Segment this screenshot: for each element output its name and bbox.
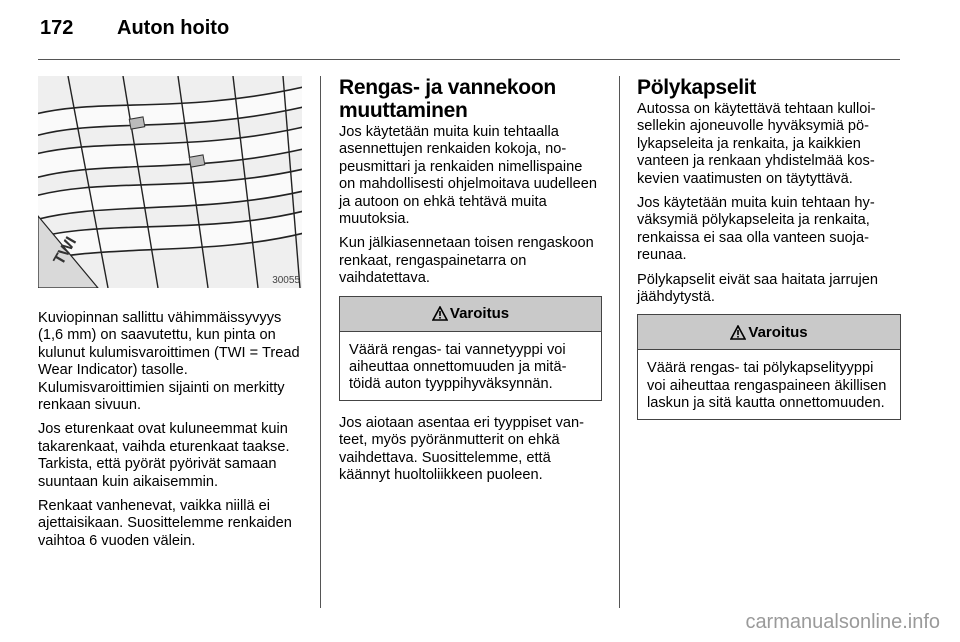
twi-label: TWI [50,234,81,268]
tire-tread-illustration [38,76,302,288]
section-title: Auton hoito [117,17,230,39]
paragraph: Pölykapselit eivät saa haitata jarrujen jäähdytystä. [637,271,878,306]
header-rule [38,59,900,60]
paragraph: Jos eturenkaat ovat kuluneemmat kuin takarenkaat, vaihda eturenkaat taakse. Tarkista, että pyörät pyörivät samaan suuntaan kuin aikaisemmin. [38,421,290,490]
paragraph: Kuviopinnan sallittu vähimmäissyvyys (1,6 mm) on saavutettu, kun pinta on kulunut kulumisvaroittimen (TWI = Tread Wear Indicator) tasolle. Kulumisvaroittimien sijainti on merkitty renkaan sivuun. [38,310,300,414]
figure-id: 30055 [272,275,300,286]
paragraph: Jos aiotaan asentaa eri tyyppiset vanteet, myös pyöränmutterit on ehkä vaihdettava. Suosittelemme, että käännyt huoltoliikkeen puoleen. [339,414,585,484]
warning-box [637,314,901,419]
warning-box [339,296,602,401]
paragraph: Jos käytetään muita kuin tehtaalla asennettujen renkaiden kokoja, nopeusmittari ja renkaiden nimellispaine on mahdollisesti ohjelmoitava uudelleen ja autoon on ehkä tehtävä muita muutoksia. [339,124,597,228]
warning-text: Väärä rengas- tai vannetyyppi voi aiheuttaa onnettomuuden ja mitätöidä auton tyyppihyväksynnän. [349,341,567,393]
paragraph: Kun jälkiasennetaan toisen rengaskoon renkaat, rengaspainetarra on vaihdatettava. [339,235,594,287]
section-heading: Rengas- ja vannekoon muuttaminen [339,76,556,122]
column-divider [320,76,321,608]
column-divider [619,76,620,608]
column-1 [38,76,302,557]
watermark: carmanualsonline.info [745,611,940,633]
tread-wear-figure [38,76,302,288]
column-2 [339,76,602,492]
paragraph: Renkaat vanhenevat, vaikka niillä ei ajettaisikaan. Suosittelemme renkaiden vaihtoa 6 vuoden välein. [38,498,292,549]
warning-triangle-icon [730,325,746,340]
warning-text: Väärä rengas- tai pölykapselityyppi voi aiheuttaa rengaspaineen äkillisen laskun ja sitä kautta onnettomuuden. [647,360,887,412]
warning-title: Varoitus [449,305,510,323]
warning-title: Varoitus [748,323,808,341]
paragraph: Autossa on käytettävä tehtaan kulloisellekin ajoneuvolle hyväksymiä pölykapseleita ja renkaita, ja kaikkien vanteen ja renkaan yhdistelmää koskevien vaatimusten on täytyttävä. [637,101,876,187]
paragraph: Jos käytetään muita kuin tehtaan hyväksymiä pölykapseleita ja renkaita, renkaissa ei saa olla vanteen suojareunaa. [637,195,875,264]
column-3 [637,76,901,434]
page-number: 172 [40,17,74,39]
warning-header [340,297,601,332]
section-heading: Pölykapselit [637,76,756,99]
warning-header [638,315,900,350]
warning-triangle-icon [432,306,448,321]
